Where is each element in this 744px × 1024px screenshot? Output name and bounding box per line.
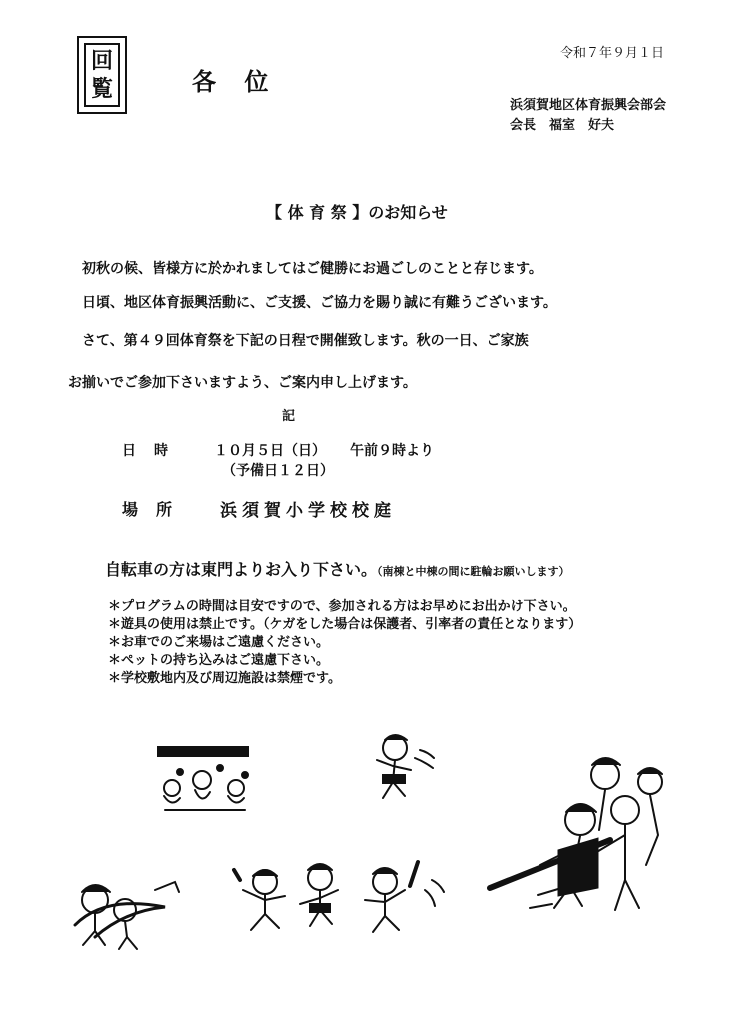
bicycle-notice	[105, 557, 570, 580]
circulate-stamp	[77, 36, 127, 114]
note-item: ＊遊具の使用は禁止です。（ケガをした場合は保護者、引率者の責任となります）	[108, 617, 582, 632]
announcement-line-2: お揃いでご参加下さいますよう、ご案内申し上げます。	[68, 375, 417, 391]
note-item: ＊お車でのご来場はご遠慮ください。	[108, 635, 330, 650]
note-item: ＊学校敷地内及び周辺施設は禁煙です。	[108, 671, 341, 686]
bicycle-note: （南棟と中棟の間に駐輪お願いします）	[377, 565, 570, 578]
ki-marker: 記	[282, 409, 296, 424]
notes-list	[108, 598, 581, 688]
issue-date: 令和７年９月１日	[560, 46, 665, 61]
running-child-icon	[377, 735, 434, 798]
tug-of-war-figures-icon	[490, 758, 662, 910]
sports-day-illustration	[60, 720, 730, 990]
announcement-line-1: さて、第４９回体育祭を下記の日程で開催致します。秋の一日、ご家族	[82, 333, 529, 349]
datetime-value: １０月５日（日）	[214, 443, 326, 459]
organization-name: 浜須賀地区体育振興会部会	[510, 98, 667, 113]
place-value: 浜須賀小学校校庭	[220, 501, 396, 521]
organization-block	[510, 96, 666, 136]
circulate-char-2: 覧	[90, 76, 113, 102]
start-time: 午前９時より	[350, 443, 434, 459]
greeting-line-2: 日頃、地区体育振興活動に、ご支援、ご協力を賜り誠に有難うございます。	[82, 295, 557, 311]
reserve-day: （予備日１２日）	[222, 463, 334, 479]
notice-title: 【 体 育 祭 】のお知らせ	[266, 203, 448, 222]
organization-representative: 会長 福室 好夫	[510, 118, 615, 133]
circulate-char-1: 回	[90, 48, 113, 74]
note-item: ＊プログラムの時間は目安ですので、参加される方はお早めにお出かけ下さい。	[108, 599, 576, 614]
greeting-line-1: 初秋の候、皆様方に於かれましてはご健勝にお過ごしのことと存じます。	[82, 261, 543, 277]
place-label: 場所	[122, 500, 191, 519]
rope-child-icon	[75, 882, 179, 949]
datetime-label: 日時	[122, 443, 186, 459]
relay-runners-icon	[234, 862, 444, 932]
note-item: ＊ペットの持ち込みはご遠慮下さい。	[108, 653, 330, 668]
addressee: 各 位	[192, 67, 279, 96]
bicycle-main: 自転車の方は東門よりお入り下さい。	[105, 560, 378, 579]
ball-toss-figures-icon	[158, 747, 248, 810]
